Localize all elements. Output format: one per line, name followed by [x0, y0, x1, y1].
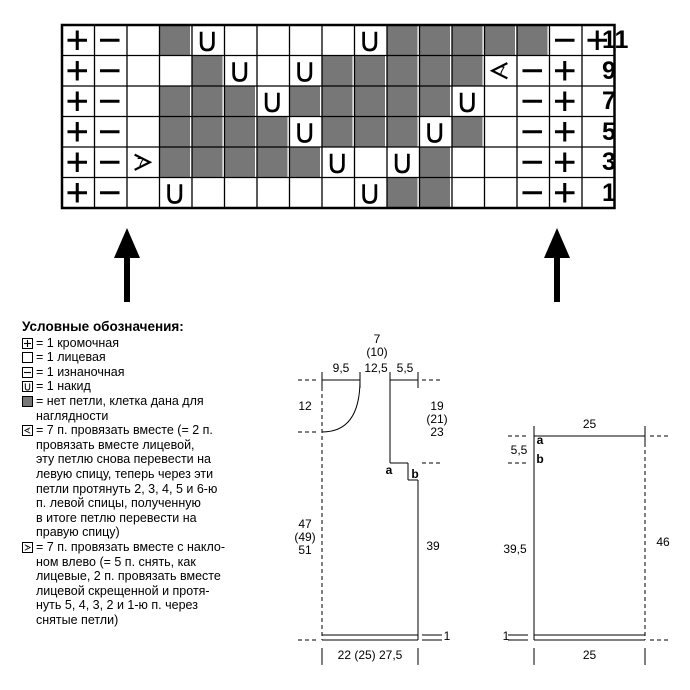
- width-5-5: 5,5: [396, 361, 414, 375]
- chart-cell-yo: [355, 178, 388, 209]
- legend-item: [22, 423, 292, 540]
- legend-item: [22, 350, 292, 365]
- chart-cell-knit: [355, 147, 388, 178]
- chart-cell-knit: [127, 86, 160, 117]
- chart-cell-gap: [290, 86, 323, 117]
- height-47: 47: [298, 517, 312, 531]
- chart-cell-gap: [290, 147, 323, 178]
- chart-cell-edge: [550, 117, 583, 148]
- chart-cell-knit: [322, 178, 355, 209]
- repeat-arrow-left: [114, 228, 140, 302]
- chart-cell-knit: [127, 25, 160, 56]
- sleeve-height-39-5: 39,5: [503, 542, 527, 556]
- svg-text:7: 7: [497, 64, 506, 80]
- sleeve-bottom-width: 25: [582, 648, 597, 662]
- chart-cell-edge: [62, 56, 95, 87]
- chart-cell-knit: [290, 178, 323, 209]
- chart-cell-knit: [225, 25, 258, 56]
- mark-a: a: [385, 463, 393, 477]
- chart-cell-knit: [257, 25, 290, 56]
- chart-cell-gap: [192, 86, 225, 117]
- legend-symbol-gap-icon: [22, 396, 33, 407]
- chart-cell-purl: [550, 25, 583, 56]
- top-7: 7: [373, 332, 381, 346]
- legend-symbol-knit-icon: [22, 352, 33, 363]
- bottom-width: 22 (25) 27,5: [337, 648, 403, 662]
- chart-cell-gap: [225, 86, 258, 117]
- chart-cell-gap: [160, 147, 193, 178]
- chart-cell-gap: [387, 117, 420, 148]
- chart-cell-edge: [62, 117, 95, 148]
- chart-cell-knit: [485, 147, 518, 178]
- knitting-chart: [0, 0, 690, 320]
- chart-cell-gap: [160, 25, 193, 56]
- chart-cell-gap: [160, 117, 193, 148]
- chart-cell-purl: [517, 147, 550, 178]
- legend-symbol-yo-icon: [22, 381, 33, 392]
- height-39: 39: [426, 539, 440, 553]
- chart-cell-gap: [322, 56, 355, 87]
- chart-cell-edge: [62, 86, 95, 117]
- chart-cell-dec7l: [127, 147, 160, 178]
- legend-text: = 1 кромочная: [36, 335, 119, 350]
- svg-text:7: 7: [26, 429, 30, 435]
- chart-cell-knit: [257, 56, 290, 87]
- legend-title: Условные обозначения:: [22, 319, 184, 334]
- height-23: 23: [430, 425, 444, 439]
- chart-cell-purl: [517, 117, 550, 148]
- row-number: 11: [602, 26, 629, 54]
- chart-cell-gap: [452, 56, 485, 87]
- chart-cell-gap: [192, 147, 225, 178]
- chart-cell-gap: [452, 117, 485, 148]
- chart-cell-yo: [420, 117, 453, 148]
- chart-cell-gap: [257, 147, 290, 178]
- width-9-5: 9,5: [332, 361, 350, 375]
- legend-text: = 1 изнаночная: [36, 364, 125, 379]
- top-10: (10): [366, 345, 388, 359]
- chart-cell-knit: [485, 86, 518, 117]
- legend-symbol-edge-icon: [22, 338, 33, 349]
- width-12-5: 12,5: [364, 361, 388, 375]
- chart-cell-knit: [127, 56, 160, 87]
- chart-cell-edge: [62, 178, 95, 209]
- chart-cell-gap: [225, 117, 258, 148]
- legend-item: [22, 540, 292, 628]
- chart-cell-gap: [420, 86, 453, 117]
- rib-1-left: 1: [443, 629, 451, 643]
- mark-b: b: [411, 467, 419, 481]
- legend: [22, 320, 292, 627]
- chart-cell-gap: [485, 25, 518, 56]
- svg-text:7: 7: [136, 155, 145, 171]
- height-19: 19: [430, 399, 444, 413]
- legend-text: = 7 п. провязать вместе (= 2 п. провязать вместе лицевой, эту петлю снова перевести на левую спицу, теперь через эти петли протянуть 2, 3, 4, 5 и 6-ю п. левой спицы, полученную в итоге петлю перевести на правую спицу): [36, 423, 218, 540]
- chart-cell-knit: [127, 178, 160, 209]
- height-12: 12: [298, 399, 312, 413]
- sleeve-top-width: 25: [582, 417, 597, 431]
- chart-cell-gap: [192, 117, 225, 148]
- chart-cell-gap: [420, 25, 453, 56]
- chart-cell-purl: [95, 56, 128, 87]
- chart-cell-gap: [387, 86, 420, 117]
- height-49: (49): [294, 530, 316, 544]
- chart-cell-purl: [517, 56, 550, 87]
- chart-cell-gap: [192, 56, 225, 87]
- chart-cell-yo: [387, 147, 420, 178]
- chart-cell-gap: [420, 56, 453, 87]
- legend-item: [22, 394, 292, 423]
- row-number: 5: [602, 117, 616, 146]
- height-21: (21): [426, 412, 448, 426]
- chart-cell-edge: [550, 178, 583, 209]
- chart-cell-yo: [192, 25, 225, 56]
- chart-cell-gap: [322, 86, 355, 117]
- chart-cell-purl: [517, 86, 550, 117]
- chart-cell-gap: [355, 117, 388, 148]
- chart-cell-yo: [160, 178, 193, 209]
- chart-cell-knit: [160, 56, 193, 87]
- chart-cell-purl: [95, 25, 128, 56]
- chart-cell-edge: [62, 25, 95, 56]
- chart-cell-edge: [550, 147, 583, 178]
- row-number: 7: [602, 87, 616, 115]
- chart-cell-yo: [452, 86, 485, 117]
- legend-text: = нет петли, клетка дана для наглядности: [36, 393, 204, 423]
- chart-cell-purl: [95, 117, 128, 148]
- svg-text:7: 7: [25, 546, 29, 552]
- chart-cell-gap: [355, 86, 388, 117]
- row-number: 1: [602, 178, 616, 207]
- chart-cell-edge: [62, 147, 95, 178]
- chart-cell-gap: [420, 147, 453, 178]
- chart-cell-edge: [550, 56, 583, 87]
- chart-cell-yo: [257, 86, 290, 117]
- chart-cell-purl: [517, 178, 550, 209]
- legend-text: = 1 лицевая: [36, 350, 106, 365]
- height-51: 51: [298, 543, 312, 557]
- chart-cell-edge: [550, 86, 583, 117]
- legend-symbol-dec7r-icon: [22, 425, 33, 436]
- chart-cell-knit: [192, 178, 225, 209]
- chart-cell-gap: [387, 178, 420, 209]
- chart-cell-gap: [257, 117, 290, 148]
- chart-cell-purl: [95, 86, 128, 117]
- chart-cell-knit: [127, 117, 160, 148]
- legend-item: [22, 379, 292, 394]
- chart-cell-dec7r: [485, 56, 518, 87]
- chart-cell-yo: [322, 147, 355, 178]
- sleeve-height-46: 46: [656, 535, 670, 549]
- sleeve-mark-b: b: [536, 452, 544, 466]
- chart-cell-yo: [290, 56, 323, 87]
- chart-cell-gap: [517, 25, 550, 56]
- legend-item: [22, 365, 292, 380]
- sleeve-height-5-5: 5,5: [510, 443, 528, 457]
- chart-cell-knit: [290, 25, 323, 56]
- legend-item: [22, 336, 292, 351]
- chart-cell-gap: [355, 56, 388, 87]
- chart-cell-gap: [420, 178, 453, 209]
- chart-cell-knit: [485, 178, 518, 209]
- chart-cell-knit: [452, 178, 485, 209]
- repeat-arrow-right: [544, 228, 570, 302]
- chart-cell-knit: [485, 117, 518, 148]
- chart-cell-knit: [257, 178, 290, 209]
- armhole-curve: [322, 380, 360, 432]
- sleeve-mark-a: a: [536, 433, 544, 447]
- chart-cell-yo: [225, 56, 258, 87]
- chart-cell-yo: [290, 117, 323, 148]
- chart-cell-knit: [322, 25, 355, 56]
- chart-cell-gap: [387, 56, 420, 87]
- row-number: 3: [602, 148, 616, 176]
- chart-cell-gap: [387, 25, 420, 56]
- chart-cell-knit: [225, 178, 258, 209]
- legend-symbol-dec7l-icon: [22, 542, 33, 553]
- legend-text: = 7 п. провязать вместе с накло- ном влево (= 5 п. снять, как лицевые, 2 п. провязать вместе лицевой скрещенной и протя- нуть 5, 4, 3, 2 и 1-ю п. через снятые петли): [36, 539, 226, 627]
- chart-cell-knit: [452, 147, 485, 178]
- legend-text: = 1 накид: [36, 379, 91, 394]
- legend-symbol-purl-icon: [22, 367, 33, 378]
- chart-cell-gap: [322, 117, 355, 148]
- chart-cell-gap: [225, 147, 258, 178]
- chart-cell-purl: [95, 178, 128, 209]
- row-number: 9: [602, 56, 616, 85]
- chart-cell-gap: [452, 25, 485, 56]
- rib-1-right: 1: [502, 629, 510, 643]
- chart-cell-yo: [355, 25, 388, 56]
- chart-cell-purl: [95, 147, 128, 178]
- chart-cell-gap: [160, 86, 193, 117]
